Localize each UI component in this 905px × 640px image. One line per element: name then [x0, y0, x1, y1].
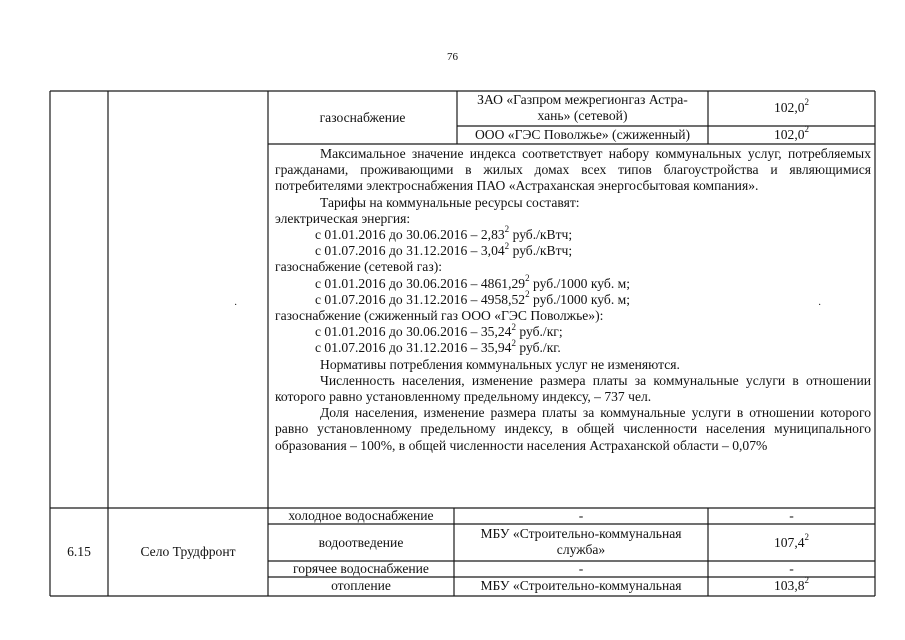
- note-electricity-h2: [275, 240, 871, 259]
- provider-hot-water: -: [578, 561, 584, 576]
- footnote-mark: 2: [511, 337, 516, 348]
- index-value: 103,8: [773, 578, 805, 593]
- note-electricity-h1: [275, 224, 871, 243]
- provider-sewerage: [454, 526, 708, 558]
- footnote-mark: 2: [804, 124, 810, 135]
- provider-gazprom-line1: ЗАО «Газпром межрегионгаз Астра-: [477, 92, 688, 107]
- footnote-mark: 2: [804, 97, 810, 108]
- service-sewerage: водоотведение: [318, 535, 404, 550]
- provider-heating: МБУ «Строительно-коммунальная: [480, 578, 682, 593]
- tariff-unit: руб./1000 куб. м;: [529, 291, 630, 307]
- note-gas-network-h2: [275, 289, 871, 308]
- provider-cold-water: -: [578, 508, 584, 523]
- service-hot-water: горячее водоснабжение: [293, 561, 429, 576]
- index-value: 102,0: [773, 127, 805, 142]
- footnote-mark: 2: [511, 321, 516, 332]
- index-gas-network: [708, 97, 875, 116]
- index-sewerage: [708, 532, 875, 551]
- footnote-mark: 2: [525, 289, 530, 300]
- tariff-text: с 01.07.2016 до 31.12.2016 – 4958,52: [315, 291, 526, 307]
- note-norms: Нормативы потребления коммунальных услуг не изменяются.: [320, 356, 680, 372]
- tariff-unit: руб./1000 куб. м;: [529, 275, 630, 291]
- footnote-mark: 2: [804, 532, 810, 543]
- note-gas-lpg-h1: [275, 321, 871, 340]
- index-value: 102,0: [773, 100, 805, 115]
- provider-sewerage-line2: служба»: [556, 542, 606, 557]
- note-population-share: Доля населения, изменение размера платы за коммунальные услуги в отношении которого равно установленному предельному индексу, в общей численности населения муниципального образования – 100%, в общей численности населения Астраханской области – 0,07%: [275, 405, 871, 453]
- tariff-text: с 01.07.2016 до 31.12.2016 – 3,04: [315, 243, 505, 259]
- provider-gazprom-line2: хань» (сетевой): [537, 108, 628, 123]
- index-hot-water: -: [789, 561, 794, 576]
- note-population: Численность населения, изменение размера платы за коммунальные услуги в отношении которого равно установленному предельному индексу, – 737 чел.: [275, 372, 871, 405]
- tariff-unit: руб./кВтч;: [509, 227, 573, 243]
- tariff-text: с 01.07.2016 до 31.12.2016 – 35,94: [315, 340, 512, 356]
- note-gas-lpg-label: газоснабжение (сжиженный газ ООО «ГЭС Поволжье»):: [275, 308, 604, 324]
- index-heating: [708, 575, 875, 594]
- note-electricity-label: электрическая энергия:: [275, 210, 411, 226]
- provider-ges-povolzhye: ООО «ГЭС Поволжье» (сжиженный): [474, 127, 691, 142]
- footnote-mark: 2: [504, 224, 510, 235]
- provider-sewerage-line1: МБУ «Строительно-коммунальная: [480, 526, 682, 541]
- tariff-unit: руб./кг;: [515, 324, 563, 340]
- service-heating: отопление: [331, 578, 391, 593]
- scan-speck: ·: [818, 300, 822, 311]
- tariff-text: с 01.01.2016 до 30.06.2016 – 35,24: [315, 324, 512, 340]
- index-gas-lpg: [708, 124, 875, 143]
- page-number: 76: [447, 51, 458, 63]
- note-gas-network-h1: [275, 273, 871, 292]
- service-cold-water: холодное водоснабжение: [288, 508, 434, 523]
- tariff-text: с 01.01.2016 до 30.06.2016 – 2,83: [315, 227, 505, 243]
- tariff-text: с 01.01.2016 до 30.06.2016 – 4861,29: [315, 275, 526, 291]
- footnote-mark: 2: [804, 575, 810, 586]
- tariff-unit: руб./кг.: [515, 340, 561, 356]
- service-gas: газоснабжение: [319, 110, 406, 125]
- note-gas-lpg-h2: [275, 337, 871, 356]
- provider-gazprom: [459, 92, 706, 124]
- index-cold-water: -: [789, 508, 794, 523]
- section-number: 6.15: [67, 544, 91, 559]
- scan-speck: ·: [234, 300, 238, 311]
- index-value: 107,4: [773, 535, 805, 550]
- footnote-mark: 2: [525, 273, 530, 284]
- tariff-unit: руб./кВтч;: [509, 243, 573, 259]
- explanatory-note: [275, 146, 871, 454]
- note-gas-network-label: газоснабжение (сетевой газ):: [275, 259, 442, 275]
- footnote-mark: 2: [504, 240, 510, 251]
- note-tariffs-heading: Тарифы на коммунальные ресурсы составят:: [320, 194, 580, 210]
- note-max-index: Максимальное значение индекса соответствует набору коммунальных услуг, потребляемых гражданами, проживающими в жилых домах всех типов благоустройства и являющимися потребителями электроснабжения ПАО «Астраханская энергосбытовая компания».: [275, 146, 871, 194]
- settlement-name: Село Трудфронт: [140, 544, 236, 559]
